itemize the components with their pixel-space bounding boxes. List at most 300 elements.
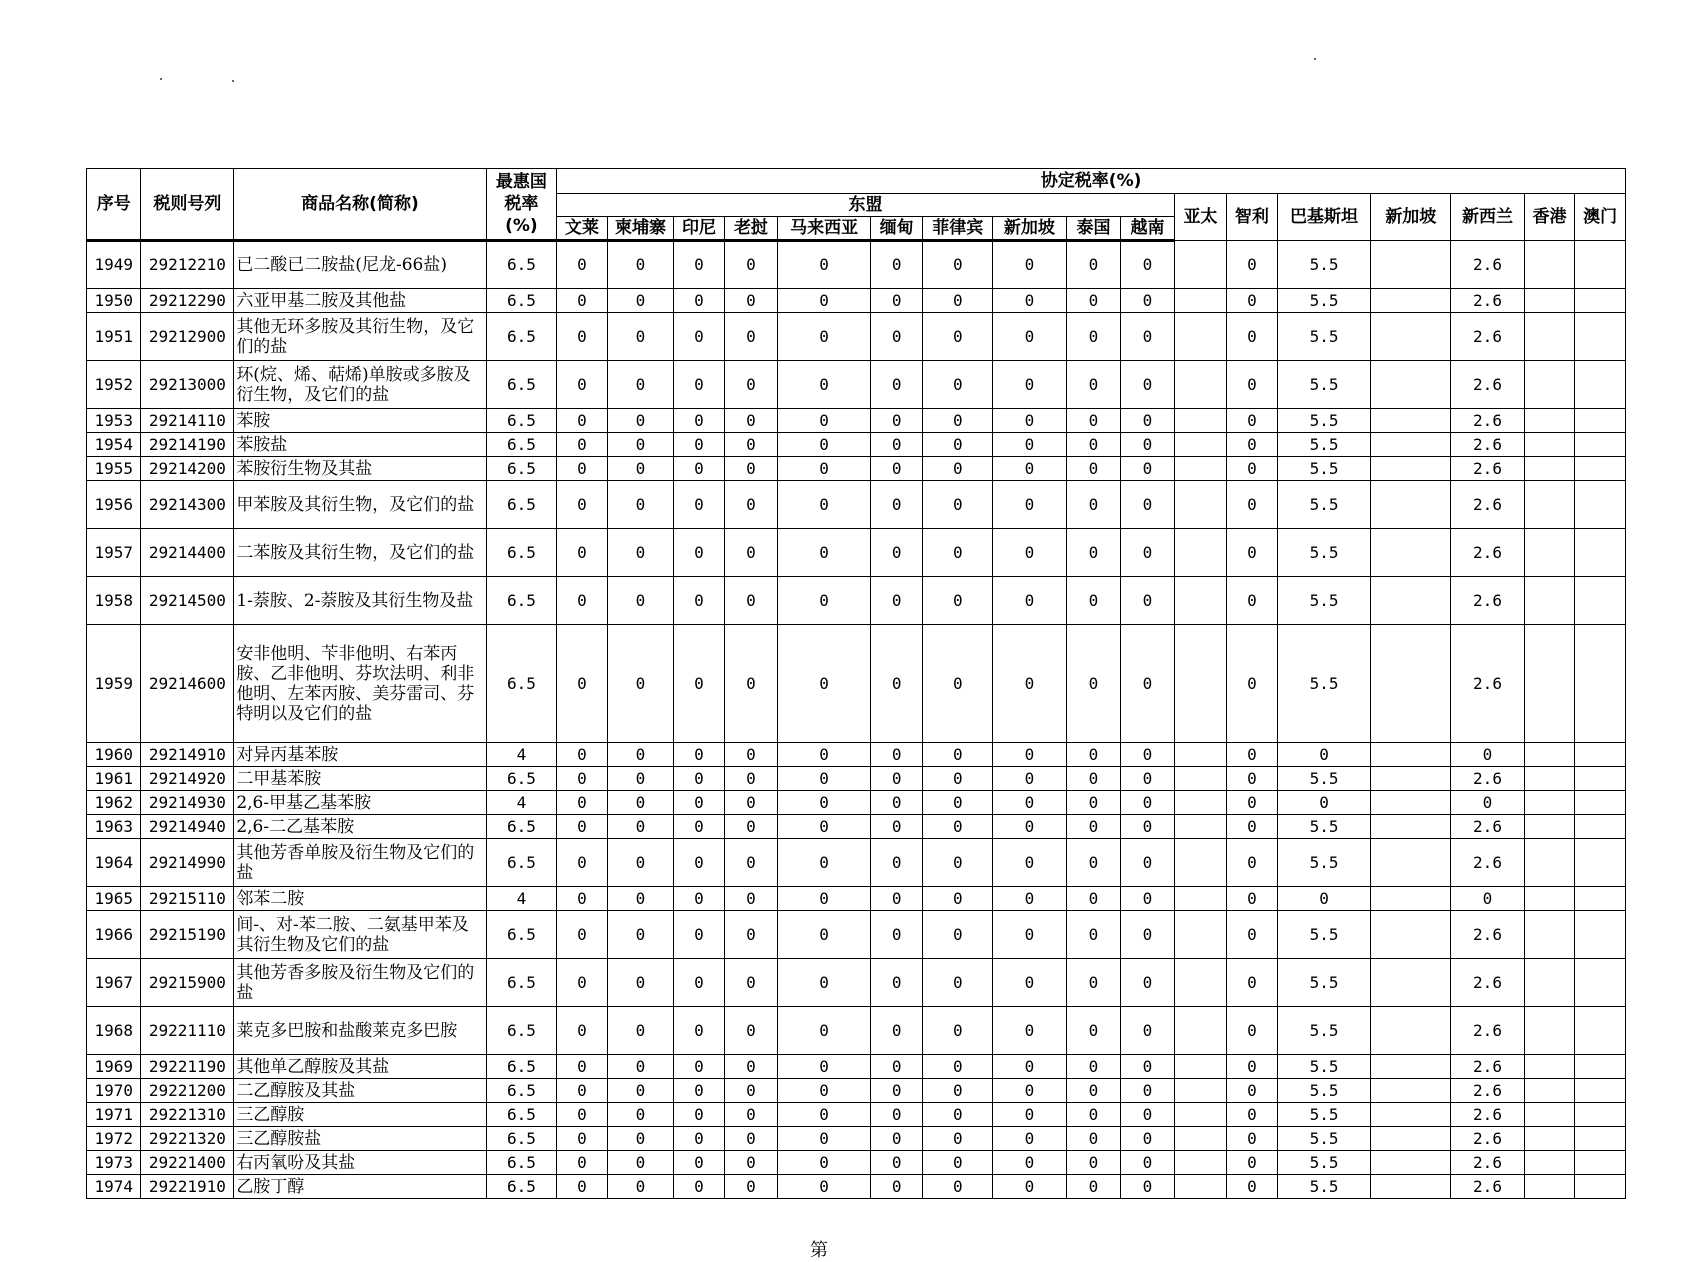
cell-asean-rate: 0 — [607, 1127, 674, 1151]
cell-asean-rate: 0 — [1121, 577, 1174, 625]
cell-singapore — [1371, 743, 1451, 767]
cell-asean-rate: 0 — [1121, 289, 1174, 313]
cell-singapore — [1371, 457, 1451, 481]
cell-name: 乙胺丁醇 — [234, 1175, 486, 1199]
cell-name: 苯胺衍生物及其盐 — [234, 457, 486, 481]
cell-seq: 1957 — [87, 529, 141, 577]
cell-asean-rate: 0 — [674, 577, 724, 625]
cell-asean-rate: 0 — [557, 839, 607, 887]
cell-asean-rate: 0 — [993, 815, 1067, 839]
cell-asean-rate: 0 — [1121, 1103, 1174, 1127]
cell-chile: 0 — [1227, 409, 1277, 433]
cell-hk — [1524, 313, 1574, 361]
cell-seq: 1972 — [87, 1127, 141, 1151]
cell-asean-rate: 0 — [724, 625, 777, 743]
cell-chile: 0 — [1227, 887, 1277, 911]
cell-code: 29214190 — [141, 433, 234, 457]
cell-macau — [1575, 1151, 1626, 1175]
cell-asean-rate: 0 — [607, 959, 674, 1007]
cell-code: 29215900 — [141, 959, 234, 1007]
cell-asean-rate: 0 — [724, 815, 777, 839]
table-row — [87, 839, 1626, 887]
cell-asean-rate: 0 — [674, 289, 724, 313]
cell-seq: 1955 — [87, 457, 141, 481]
cell-asean-rate: 0 — [778, 815, 871, 839]
cell-code: 29214600 — [141, 625, 234, 743]
cell-mfn: 6.5 — [486, 457, 557, 481]
cell-asean-rate: 0 — [1066, 911, 1120, 959]
col-asean: 菲律宾 — [923, 217, 993, 241]
cell-nz: 2.6 — [1451, 839, 1525, 887]
cell-asean-rate: 0 — [724, 1007, 777, 1055]
cell-asean-rate: 0 — [1066, 1007, 1120, 1055]
cell-name: 其他芳香多胺及衍生物及它们的盐 — [234, 959, 486, 1007]
cell-asean-rate: 0 — [724, 529, 777, 577]
cell-asean-rate: 0 — [607, 1103, 674, 1127]
cell-asean-rate: 0 — [923, 361, 993, 409]
cell-apta — [1174, 959, 1226, 1007]
cell-nz: 2.6 — [1451, 289, 1525, 313]
cell-asean-rate: 0 — [1121, 1151, 1174, 1175]
cell-asean-rate: 0 — [871, 457, 923, 481]
cell-asean-rate: 0 — [993, 361, 1067, 409]
cell-singapore — [1371, 241, 1451, 289]
cell-asean-rate: 0 — [724, 481, 777, 529]
col-other: 澳门 — [1575, 194, 1626, 241]
cell-asean-rate: 0 — [993, 1103, 1067, 1127]
cell-nz: 2.6 — [1451, 457, 1525, 481]
cell-macau — [1575, 1007, 1626, 1055]
col-mfn: 最惠国税率(%) — [486, 169, 557, 241]
cell-code: 29214500 — [141, 577, 234, 625]
cell-nz: 2.6 — [1451, 1175, 1525, 1199]
cell-asean-rate: 0 — [557, 1103, 607, 1127]
cell-asean-rate: 0 — [724, 577, 777, 625]
cell-apta — [1174, 839, 1226, 887]
cell-asean-rate: 0 — [993, 1055, 1067, 1079]
cell-asean-rate: 0 — [1121, 1079, 1174, 1103]
cell-nz: 2.6 — [1451, 815, 1525, 839]
cell-asean-rate: 0 — [1066, 839, 1120, 887]
cell-asean-rate: 0 — [778, 743, 871, 767]
cell-pakistan: 5.5 — [1277, 241, 1371, 289]
cell-asean-rate: 0 — [607, 481, 674, 529]
cell-mfn: 6.5 — [486, 1103, 557, 1127]
cell-name: 安非他明、苄非他明、右苯丙胺、乙非他明、芬坎法明、利非他明、左苯丙胺、美芬雷司、芬特明以及它们的盐 — [234, 625, 486, 743]
cell-asean-rate: 0 — [871, 959, 923, 1007]
cell-nz: 0 — [1451, 791, 1525, 815]
cell-asean-rate: 0 — [724, 409, 777, 433]
cell-asean-rate: 0 — [1066, 529, 1120, 577]
cell-pakistan: 5.5 — [1277, 1127, 1371, 1151]
cell-hk — [1524, 1175, 1574, 1199]
cell-chile: 0 — [1227, 767, 1277, 791]
cell-hk — [1524, 1079, 1574, 1103]
cell-asean-rate: 0 — [607, 529, 674, 577]
table-row — [87, 625, 1626, 743]
cell-asean-rate: 0 — [1066, 241, 1120, 289]
cell-asean-rate: 0 — [557, 1079, 607, 1103]
cell-asean-rate: 0 — [674, 625, 724, 743]
table-row — [87, 815, 1626, 839]
cell-asean-rate: 0 — [607, 1079, 674, 1103]
cell-hk — [1524, 529, 1574, 577]
cell-seq: 1960 — [87, 743, 141, 767]
cell-asean-rate: 0 — [871, 529, 923, 577]
cell-asean-rate: 0 — [993, 241, 1067, 289]
cell-asean-rate: 0 — [923, 1103, 993, 1127]
cell-asean-rate: 0 — [993, 767, 1067, 791]
cell-asean-rate: 0 — [871, 1175, 923, 1199]
cell-asean-rate: 0 — [724, 1055, 777, 1079]
cell-nz: 2.6 — [1451, 529, 1525, 577]
table-row — [87, 481, 1626, 529]
cell-asean-rate: 0 — [778, 959, 871, 1007]
cell-asean-rate: 0 — [557, 767, 607, 791]
cell-asean-rate: 0 — [674, 791, 724, 815]
cell-asean-rate: 0 — [674, 313, 724, 361]
cell-macau — [1575, 457, 1626, 481]
cell-pakistan: 5.5 — [1277, 313, 1371, 361]
cell-apta — [1174, 743, 1226, 767]
cell-asean-rate: 0 — [557, 1127, 607, 1151]
cell-apta — [1174, 241, 1226, 289]
table-row — [87, 1007, 1626, 1055]
cell-asean-rate: 0 — [871, 839, 923, 887]
cell-code: 29221190 — [141, 1055, 234, 1079]
table-row — [87, 743, 1626, 767]
cell-code: 29214400 — [141, 529, 234, 577]
cell-asean-rate: 0 — [778, 767, 871, 791]
cell-seq: 1961 — [87, 767, 141, 791]
cell-macau — [1575, 529, 1626, 577]
col-name: 商品名称(简称) — [234, 169, 486, 241]
cell-asean-rate: 0 — [778, 1079, 871, 1103]
cell-asean-rate: 0 — [607, 457, 674, 481]
cell-nz: 2.6 — [1451, 959, 1525, 1007]
cell-asean-rate: 0 — [724, 1175, 777, 1199]
cell-asean-rate: 0 — [674, 1007, 724, 1055]
cell-asean-rate: 0 — [923, 887, 993, 911]
cell-asean-rate: 0 — [923, 241, 993, 289]
cell-asean-rate: 0 — [1066, 289, 1120, 313]
cell-asean-rate: 0 — [778, 457, 871, 481]
cell-hk — [1524, 959, 1574, 1007]
table-row — [87, 911, 1626, 959]
cell-name: 环(烷、烯、萜烯)单胺或多胺及衍生物，及它们的盐 — [234, 361, 486, 409]
cell-asean-rate: 0 — [674, 1175, 724, 1199]
cell-seq: 1951 — [87, 313, 141, 361]
cell-macau — [1575, 791, 1626, 815]
cell-chile: 0 — [1227, 1079, 1277, 1103]
cell-asean-rate: 0 — [557, 1175, 607, 1199]
cell-asean-rate: 0 — [778, 289, 871, 313]
cell-singapore — [1371, 911, 1451, 959]
cell-asean-rate: 0 — [871, 313, 923, 361]
cell-name: 二苯胺及其衍生物，及它们的盐 — [234, 529, 486, 577]
cell-seq: 1954 — [87, 433, 141, 457]
cell-asean-rate: 0 — [871, 1007, 923, 1055]
cell-asean-rate: 0 — [607, 1175, 674, 1199]
cell-asean-rate: 0 — [778, 241, 871, 289]
cell-seq: 1949 — [87, 241, 141, 289]
cell-asean-rate: 0 — [871, 791, 923, 815]
cell-seq: 1965 — [87, 887, 141, 911]
cell-macau — [1575, 1127, 1626, 1151]
cell-pakistan: 5.5 — [1277, 289, 1371, 313]
cell-code: 29212210 — [141, 241, 234, 289]
cell-pakistan: 5.5 — [1277, 433, 1371, 457]
cell-pakistan: 5.5 — [1277, 361, 1371, 409]
cell-name: 右丙氧吩及其盐 — [234, 1151, 486, 1175]
cell-pakistan: 5.5 — [1277, 1079, 1371, 1103]
table-row — [87, 433, 1626, 457]
cell-mfn: 6.5 — [486, 289, 557, 313]
cell-singapore — [1371, 1103, 1451, 1127]
cell-asean-rate: 0 — [724, 457, 777, 481]
cell-asean-rate: 0 — [1121, 313, 1174, 361]
cell-seq: 1950 — [87, 289, 141, 313]
cell-macau — [1575, 577, 1626, 625]
cell-chile: 0 — [1227, 1007, 1277, 1055]
cell-apta — [1174, 289, 1226, 313]
cell-asean-rate: 0 — [557, 313, 607, 361]
cell-apta — [1174, 313, 1226, 361]
cell-macau — [1575, 815, 1626, 839]
cell-asean-rate: 0 — [1121, 409, 1174, 433]
cell-asean-rate: 0 — [1066, 1055, 1120, 1079]
cell-asean-rate: 0 — [923, 1079, 993, 1103]
scan-speck — [160, 78, 162, 80]
cell-asean-rate: 0 — [607, 767, 674, 791]
cell-chile: 0 — [1227, 577, 1277, 625]
cell-asean-rate: 0 — [993, 289, 1067, 313]
cell-singapore — [1371, 815, 1451, 839]
cell-mfn: 6.5 — [486, 1127, 557, 1151]
cell-code: 29212290 — [141, 289, 234, 313]
cell-macau — [1575, 289, 1626, 313]
cell-asean-rate: 0 — [557, 743, 607, 767]
cell-mfn: 6.5 — [486, 1055, 557, 1079]
cell-chile: 0 — [1227, 1055, 1277, 1079]
cell-pakistan: 5.5 — [1277, 457, 1371, 481]
cell-asean-rate: 0 — [923, 815, 993, 839]
cell-macau — [1575, 241, 1626, 289]
cell-asean-rate: 0 — [1121, 481, 1174, 529]
cell-asean-rate: 0 — [871, 767, 923, 791]
cell-asean-rate: 0 — [674, 457, 724, 481]
cell-singapore — [1371, 767, 1451, 791]
cell-seq: 1966 — [87, 911, 141, 959]
cell-macau — [1575, 409, 1626, 433]
cell-asean-rate: 0 — [1066, 1079, 1120, 1103]
cell-asean-rate: 0 — [778, 625, 871, 743]
cell-asean-rate: 0 — [993, 1151, 1067, 1175]
col-asean: 文莱 — [557, 217, 607, 241]
cell-chile: 0 — [1227, 959, 1277, 1007]
cell-pakistan: 5.5 — [1277, 409, 1371, 433]
cell-asean-rate: 0 — [871, 1151, 923, 1175]
cell-chile: 0 — [1227, 457, 1277, 481]
cell-hk — [1524, 1007, 1574, 1055]
cell-asean-rate: 0 — [778, 433, 871, 457]
cell-apta — [1174, 791, 1226, 815]
cell-asean-rate: 0 — [923, 959, 993, 1007]
cell-asean-rate: 0 — [557, 289, 607, 313]
cell-hk — [1524, 791, 1574, 815]
cell-asean-rate: 0 — [557, 409, 607, 433]
cell-mfn: 6.5 — [486, 481, 557, 529]
cell-pakistan: 5.5 — [1277, 959, 1371, 1007]
agreement-rate-header: 协定税率(%) — [557, 169, 1626, 194]
cell-asean-rate: 0 — [607, 815, 674, 839]
cell-asean-rate: 0 — [674, 241, 724, 289]
cell-asean-rate: 0 — [1121, 767, 1174, 791]
cell-name: 莱克多巴胺和盐酸莱克多巴胺 — [234, 1007, 486, 1055]
asean-header: 东盟 — [557, 194, 1175, 217]
cell-asean-rate: 0 — [1066, 1175, 1120, 1199]
col-other: 智利 — [1227, 194, 1277, 241]
cell-singapore — [1371, 433, 1451, 457]
cell-hk — [1524, 1103, 1574, 1127]
cell-chile: 0 — [1227, 529, 1277, 577]
cell-asean-rate: 0 — [993, 409, 1067, 433]
cell-asean-rate: 0 — [674, 743, 724, 767]
cell-asean-rate: 0 — [607, 289, 674, 313]
cell-asean-rate: 0 — [871, 1079, 923, 1103]
cell-name: 其他无环多胺及其衍生物，及它们的盐 — [234, 313, 486, 361]
table-row — [87, 767, 1626, 791]
cell-asean-rate: 0 — [557, 887, 607, 911]
cell-chile: 0 — [1227, 911, 1277, 959]
cell-asean-rate: 0 — [1121, 839, 1174, 887]
col-other: 亚太 — [1174, 194, 1226, 241]
cell-seq: 1956 — [87, 481, 141, 529]
cell-asean-rate: 0 — [1066, 433, 1120, 457]
cell-asean-rate: 0 — [607, 1151, 674, 1175]
cell-asean-rate: 0 — [1121, 433, 1174, 457]
cell-asean-rate: 0 — [674, 767, 724, 791]
cell-asean-rate: 0 — [993, 529, 1067, 577]
cell-asean-rate: 0 — [1121, 241, 1174, 289]
cell-asean-rate: 0 — [778, 1055, 871, 1079]
cell-asean-rate: 0 — [993, 911, 1067, 959]
cell-mfn: 6.5 — [486, 1151, 557, 1175]
cell-asean-rate: 0 — [674, 433, 724, 457]
cell-asean-rate: 0 — [1121, 911, 1174, 959]
cell-apta — [1174, 1127, 1226, 1151]
col-asean: 泰国 — [1066, 217, 1120, 241]
cell-asean-rate: 0 — [1066, 767, 1120, 791]
cell-seq: 1971 — [87, 1103, 141, 1127]
cell-hk — [1524, 433, 1574, 457]
cell-asean-rate: 0 — [1066, 361, 1120, 409]
cell-asean-rate: 0 — [724, 767, 777, 791]
cell-hk — [1524, 457, 1574, 481]
table-row — [87, 1079, 1626, 1103]
cell-name: 1-萘胺、2-萘胺及其衍生物及盐 — [234, 577, 486, 625]
col-asean: 老挝 — [724, 217, 777, 241]
cell-asean-rate: 0 — [1066, 1103, 1120, 1127]
cell-asean-rate: 0 — [607, 361, 674, 409]
cell-singapore — [1371, 409, 1451, 433]
cell-name: 2,6-甲基乙基苯胺 — [234, 791, 486, 815]
cell-macau — [1575, 839, 1626, 887]
cell-asean-rate: 0 — [923, 529, 993, 577]
cell-hk — [1524, 743, 1574, 767]
cell-mfn: 6.5 — [486, 529, 557, 577]
cell-asean-rate: 0 — [557, 361, 607, 409]
cell-chile: 0 — [1227, 1103, 1277, 1127]
cell-name: 三乙醇胺 — [234, 1103, 486, 1127]
cell-asean-rate: 0 — [993, 481, 1067, 529]
cell-mfn: 6.5 — [486, 1007, 557, 1055]
cell-nz: 2.6 — [1451, 767, 1525, 791]
cell-seq: 1968 — [87, 1007, 141, 1055]
cell-asean-rate: 0 — [923, 313, 993, 361]
cell-asean-rate: 0 — [1066, 577, 1120, 625]
cell-chile: 0 — [1227, 1151, 1277, 1175]
cell-asean-rate: 0 — [607, 313, 674, 361]
cell-asean-rate: 0 — [724, 791, 777, 815]
table-body — [87, 241, 1626, 1199]
cell-asean-rate: 0 — [607, 1055, 674, 1079]
cell-macau — [1575, 1103, 1626, 1127]
cell-asean-rate: 0 — [993, 577, 1067, 625]
col-asean: 柬埔寨 — [607, 217, 674, 241]
cell-pakistan: 5.5 — [1277, 839, 1371, 887]
cell-nz: 2.6 — [1451, 1007, 1525, 1055]
cell-chile: 0 — [1227, 1127, 1277, 1151]
cell-code: 29214940 — [141, 815, 234, 839]
cell-singapore — [1371, 839, 1451, 887]
cell-apta — [1174, 409, 1226, 433]
cell-singapore — [1371, 577, 1451, 625]
cell-asean-rate: 0 — [1121, 457, 1174, 481]
cell-asean-rate: 0 — [607, 241, 674, 289]
cell-name: 其他单乙醇胺及其盐 — [234, 1055, 486, 1079]
cell-pakistan: 5.5 — [1277, 911, 1371, 959]
cell-asean-rate: 0 — [724, 313, 777, 361]
cell-asean-rate: 0 — [923, 289, 993, 313]
cell-code: 29213000 — [141, 361, 234, 409]
cell-hk — [1524, 577, 1574, 625]
cell-nz: 2.6 — [1451, 433, 1525, 457]
cell-asean-rate: 0 — [778, 887, 871, 911]
cell-asean-rate: 0 — [724, 1079, 777, 1103]
cell-asean-rate: 0 — [871, 743, 923, 767]
cell-singapore — [1371, 791, 1451, 815]
cell-macau — [1575, 361, 1626, 409]
cell-mfn: 6.5 — [486, 625, 557, 743]
table-row — [87, 313, 1626, 361]
cell-mfn: 6.5 — [486, 313, 557, 361]
cell-asean-rate: 0 — [607, 577, 674, 625]
cell-asean-rate: 0 — [607, 911, 674, 959]
table-row — [87, 529, 1626, 577]
cell-chile: 0 — [1227, 481, 1277, 529]
cell-asean-rate: 0 — [923, 743, 993, 767]
cell-hk — [1524, 1127, 1574, 1151]
cell-asean-rate: 0 — [923, 433, 993, 457]
cell-asean-rate: 0 — [923, 409, 993, 433]
cell-apta — [1174, 815, 1226, 839]
cell-singapore — [1371, 1079, 1451, 1103]
cell-mfn: 6.5 — [486, 361, 557, 409]
cell-asean-rate: 0 — [557, 791, 607, 815]
cell-seq: 1953 — [87, 409, 141, 433]
cell-asean-rate: 0 — [1121, 1175, 1174, 1199]
